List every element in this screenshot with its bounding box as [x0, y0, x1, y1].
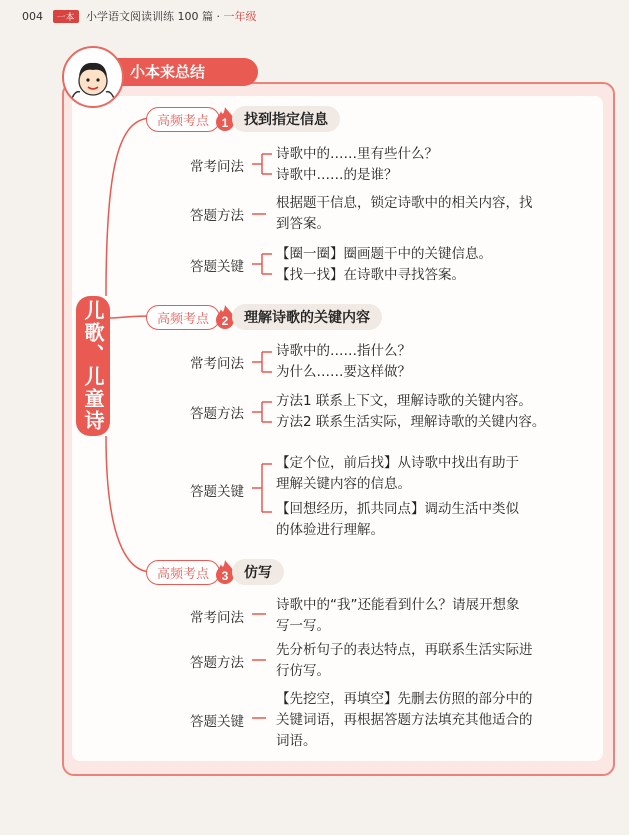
answer-line: 诗歌中的……指什么？ — [276, 343, 411, 359]
answer-line: 为什么……要这样做？ — [276, 364, 411, 380]
answer-line: 方法1 联系上下文，理解诗歌的关键内容。 — [276, 393, 532, 409]
svg-text:1: 1 — [221, 116, 229, 130]
svg-text:3: 3 — [221, 569, 229, 583]
answer-line: 到答案。 — [276, 216, 330, 232]
category-label: 答题关键 — [190, 714, 244, 730]
answer-line: 诗歌中的……里有些什么？ — [276, 146, 438, 162]
topic-name: 仿写 — [232, 559, 284, 585]
category-label: 常考问法 — [190, 356, 244, 372]
answer-line: 关键词语，再根据答题方法填充其他适合的 — [276, 712, 533, 728]
answer-line: 【回想经历，抓共同点】调动生活中类似 — [276, 501, 519, 517]
category-label: 答题方法 — [190, 208, 244, 224]
topic-name: 找到指定信息 — [232, 106, 340, 132]
category-label: 常考问法 — [190, 159, 244, 175]
answer-line: 行仿写。 — [276, 663, 330, 679]
topic-name: 理解诗歌的关键内容 — [232, 304, 382, 330]
topic-header — [146, 106, 340, 132]
answer-line: 词语。 — [276, 733, 317, 749]
category-label: 常考问法 — [190, 610, 244, 626]
summary-title: 小本来总结 — [116, 58, 258, 86]
topic-pill: 高频考点 — [146, 107, 220, 132]
topic-pill: 高频考点 — [146, 305, 220, 330]
answer-line: 先分析句子的表达特点，再联系生活实际进 — [276, 642, 533, 658]
answer-line: 根据题干信息，锁定诗歌中的相关内容，找 — [276, 195, 533, 211]
topic-header — [146, 304, 382, 330]
answer-line: 写一写。 — [276, 618, 330, 634]
topic-pill: 高频考点 — [146, 560, 220, 585]
answer-line: 【找一找】在诗歌中寻找答案。 — [276, 267, 465, 283]
category-label: 答题关键 — [190, 484, 244, 500]
theme-label: 儿歌、儿童诗 — [76, 296, 110, 436]
category-label: 答题方法 — [190, 406, 244, 422]
answer-line: 诗歌中的“我”还能看到什么？请展开想象 — [276, 597, 520, 613]
brand-logo: 一本 — [53, 10, 79, 23]
book-title: 小学语文阅读训练 100 篇 · — [86, 10, 220, 23]
answer-line: 方法2 联系生活实际，理解诗歌的关键内容。 — [276, 414, 546, 430]
answer-line: 理解关键内容的信息。 — [276, 476, 411, 492]
svg-text:2: 2 — [221, 314, 229, 328]
page-number: 004 — [22, 10, 43, 23]
category-label: 答题方法 — [190, 655, 244, 671]
answer-line: 的体验进行理解。 — [276, 522, 384, 538]
answer-line: 【先挖空，再填空】先删去仿照的部分中的 — [276, 691, 533, 707]
category-label: 答题关键 — [190, 259, 244, 275]
grade-label: 一年级 — [223, 10, 257, 23]
topic-header — [146, 559, 284, 585]
answer-line: 【圈一圈】圈画题干中的关键信息。 — [276, 246, 492, 262]
answer-line: 【定个位，前后找】从诗歌中找出有助于 — [276, 455, 519, 471]
answer-line: 诗歌中……的是谁？ — [276, 167, 398, 183]
